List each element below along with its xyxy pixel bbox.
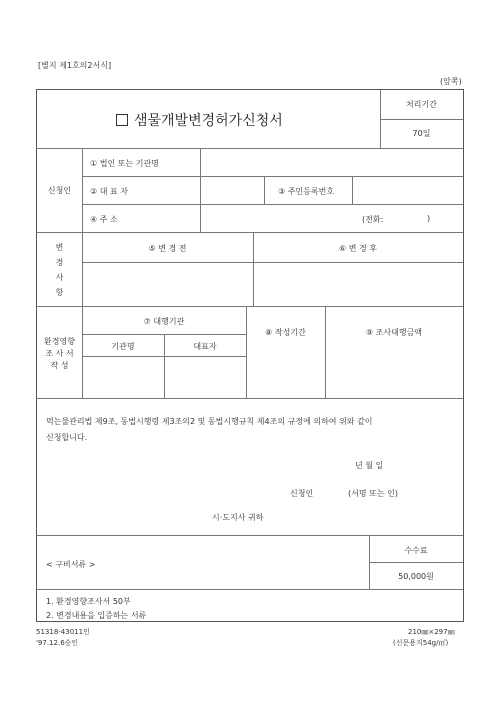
applicant-section-label: 신청인 <box>47 186 72 195</box>
form-number-tag: [별지 제1호의2서식] <box>38 61 112 70</box>
fee-label: 수수료 <box>404 546 428 555</box>
fee-value: 50,000원 <box>398 572 434 581</box>
change-items-section-label <box>37 240 82 300</box>
change-label-char: 경 <box>55 258 64 267</box>
processing-period-value: 70일 <box>412 129 431 138</box>
form-title <box>116 110 283 130</box>
eia-label-line: 작 성 <box>50 361 69 370</box>
front-side-tag: (앞쪽) <box>440 77 462 86</box>
change-label-char: 항 <box>55 288 64 297</box>
declaration-text-line1: 먹는물관리법 제9조, 동법시행령 제3조의2 및 동법시행규칙 제4조의 규정에 의하여 위와 같이 <box>46 417 373 426</box>
paper-type: (신문용지54g/㎡) <box>393 639 449 647</box>
signature-label: (서명 또는 인) <box>348 489 398 498</box>
application-date: 년 월 일 <box>355 461 384 470</box>
agency-representative-label: 대표자 <box>193 342 217 351</box>
eia-label-line: 환경영향 <box>44 337 75 346</box>
processing-period-label: 처리기간 <box>406 100 437 109</box>
eia-label-line: 조 사 서 <box>45 349 74 358</box>
address-label: ④ 주 소 <box>90 215 118 224</box>
before-change-label: ⑤ 변 경 전 <box>148 244 187 253</box>
eia-section-label <box>37 336 82 372</box>
change-label-char: 사 <box>55 273 64 282</box>
agency-name-label: 기관명 <box>111 342 135 351</box>
approval-date: '97.12.6승인 <box>36 639 79 647</box>
checkbox-icon <box>116 114 128 126</box>
attachment-item: 2. 변경내용을 입증하는 서류 <box>46 611 147 620</box>
change-label-char: 변 <box>55 243 64 252</box>
phone-label: (전화: <box>362 215 384 224</box>
applicant-sign-label: 신청인 <box>290 489 314 498</box>
representative-label: ② 대 표 자 <box>90 187 128 196</box>
recipient-label: 시·도지사 귀하 <box>212 513 264 522</box>
resident-number-label: ③ 주민등록번호 <box>278 187 335 196</box>
attachment-item: 1. 환경영향조사서 50부 <box>46 597 131 606</box>
paper-size: 210㎜×297㎜ <box>408 628 455 636</box>
form-code: 51318-43011민 <box>36 628 90 636</box>
attachments-title: < 구비서류 > <box>46 560 96 569</box>
phone-close: ) <box>427 214 431 223</box>
form-title-text: 샘물개발변경허가신청서 <box>134 113 283 129</box>
corp-name-label: ① 법인 또는 기관명 <box>90 159 159 168</box>
declaration-text-line2: 신청합니다. <box>46 433 88 442</box>
writing-period-label: ⑧ 작성기간 <box>265 328 306 337</box>
agency-label: ⑦ 대행기관 <box>143 317 185 326</box>
survey-cost-label: ⑨ 조사대행금액 <box>365 328 423 337</box>
after-change-label: ⑥ 변 경 후 <box>339 244 377 253</box>
